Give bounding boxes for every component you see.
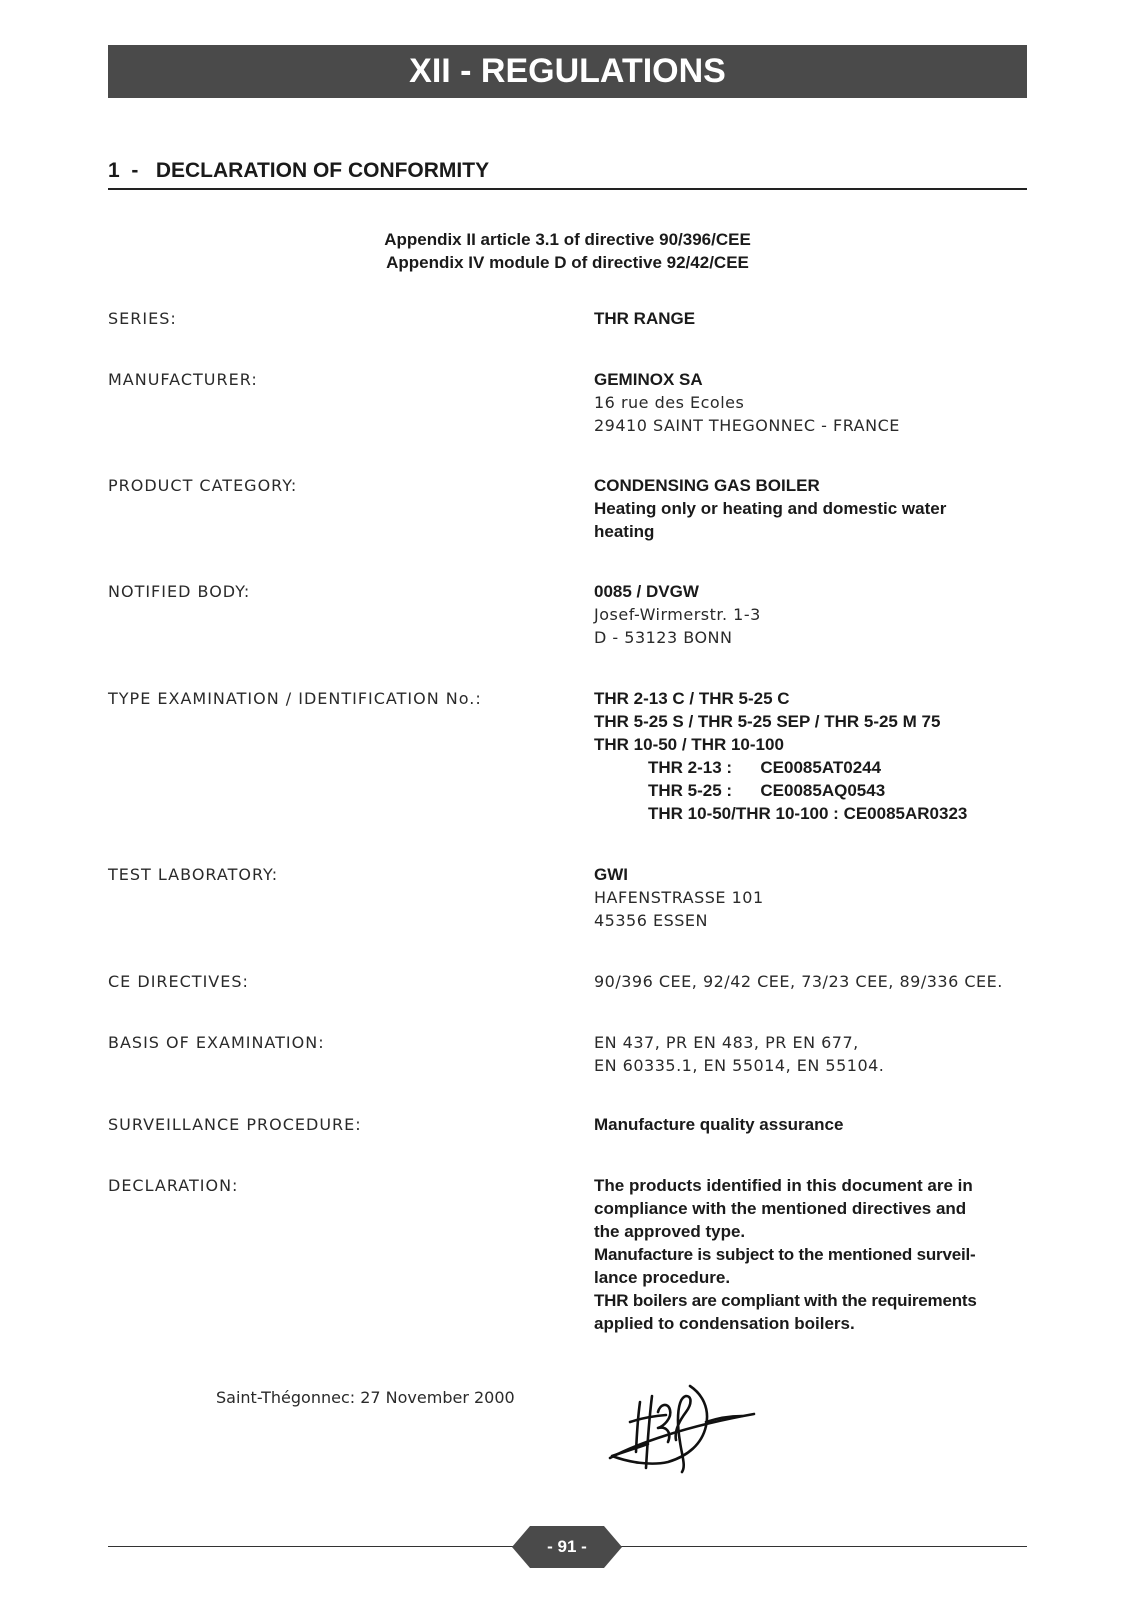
product-category-line: Heating only or heating and domestic water: [594, 499, 947, 518]
section-heading: 1 - DECLARATION OF CONFORMITY: [108, 159, 490, 182]
manufacturer-name: GEMINOX SA: [594, 370, 703, 389]
declaration-line: The products identified in this document are in: [594, 1176, 973, 1195]
ce-directives-label: CE DIRECTIVES:: [108, 972, 249, 991]
product-category-line: CONDENSING GAS BOILER: [594, 476, 820, 495]
product-category-label: PRODUCT CATEGORY:: [108, 476, 298, 495]
type-examination-label: TYPE EXAMINATION / IDENTIFICATION No.:: [108, 689, 482, 708]
page-number: - 91 -: [547, 1537, 587, 1556]
declaration-line: THR boilers are compliant with the requirements: [594, 1291, 977, 1310]
series-value-block: [594, 307, 1034, 330]
type-examination-line: THR 5-25 S / THR 5-25 SEP / THR 5-25 M 75: [594, 712, 941, 731]
declaration-label: DECLARATION:: [108, 1176, 239, 1195]
test-laboratory-address-line: 45356 ESSEN: [594, 911, 708, 930]
notified-body-address-line: D - 53123 BONN: [594, 628, 733, 647]
surveillance-procedure-label: SURVEILLANCE PROCEDURE:: [108, 1115, 362, 1134]
series-value: THR RANGE: [594, 309, 696, 328]
manufacturer-label: MANUFACTURER:: [108, 370, 258, 389]
notified-body-name: 0085 / DVGW: [594, 582, 699, 601]
certificate-row: THR 10-50/THR 10-100 : CE0085AR0323: [648, 804, 968, 823]
declaration-line: Manufacture is subject to the mentioned surveil-: [594, 1245, 976, 1264]
test-laboratory-value-block: [594, 863, 1034, 932]
appendix-line: Appendix II article 3.1 of directive 90/396/CEE: [384, 230, 751, 249]
appendix-line: Appendix IV module D of directive 92/42/CEE: [386, 253, 749, 272]
notified-body-label: NOTIFIED BODY:: [108, 582, 251, 601]
declaration-line: the approved type.: [594, 1222, 746, 1241]
ce-directives-value: 90/396 CEE, 92/42 CEE, 73/23 CEE, 89/336 CEE.: [594, 972, 1003, 991]
manufacturer-address-line: 29410 SAINT THEGONNEC - FRANCE: [594, 416, 900, 435]
declaration-value-block: [594, 1174, 1034, 1335]
basis-of-examination-label: BASIS OF EXAMINATION:: [108, 1033, 325, 1052]
declaration-line: lance procedure.: [594, 1268, 731, 1287]
surveillance-procedure-value-block: [594, 1113, 1034, 1136]
basis-of-examination-line: EN 437, PR EN 483, PR EN 677,: [594, 1033, 859, 1052]
surveillance-procedure-value: Manufacture quality assurance: [594, 1115, 844, 1134]
type-examination-line: THR 10-50 / THR 10-100: [594, 735, 784, 754]
section-divider: [108, 188, 1027, 190]
ce-directives-value-block: [594, 970, 1034, 993]
test-laboratory-name: GWI: [594, 865, 628, 884]
signature-image: [606, 1382, 772, 1478]
test-laboratory-label: TEST LABORATORY:: [108, 865, 279, 884]
notified-body-address-line: Josef-Wirmerstr. 1-3: [594, 605, 761, 624]
type-examination-value-block: [594, 687, 1034, 825]
place-date: Saint-Thégonnec: 27 November 2000: [216, 1388, 515, 1407]
page-title-bar: [108, 45, 1027, 98]
declaration-line: compliance with the mentioned directives and: [594, 1199, 967, 1218]
test-laboratory-address-line: HAFENSTRASSE 101: [594, 888, 764, 907]
notified-body-value-block: [594, 580, 1034, 649]
basis-of-examination-line: EN 60335.1, EN 55014, EN 55104.: [594, 1056, 885, 1075]
product-category-line: heating: [594, 522, 655, 541]
basis-of-examination-value-block: [594, 1031, 1034, 1077]
series-label: SERIES:: [108, 309, 177, 328]
type-examination-line: THR 2-13 C / THR 5-25 C: [594, 689, 790, 708]
certificate-row: THR 2-13 : CE0085AT0244: [648, 758, 882, 777]
manufacturer-address-line: 16 rue des Ecoles: [594, 393, 745, 412]
certificate-row: THR 5-25 : CE0085AQ0543: [648, 781, 886, 800]
product-category-value-block: [594, 474, 1034, 543]
declaration-line: applied to condensation boilers.: [594, 1314, 855, 1333]
page-title: XII - REGULATIONS: [409, 52, 726, 90]
appendix-block: [108, 228, 1027, 274]
manufacturer-value-block: [594, 368, 1034, 437]
